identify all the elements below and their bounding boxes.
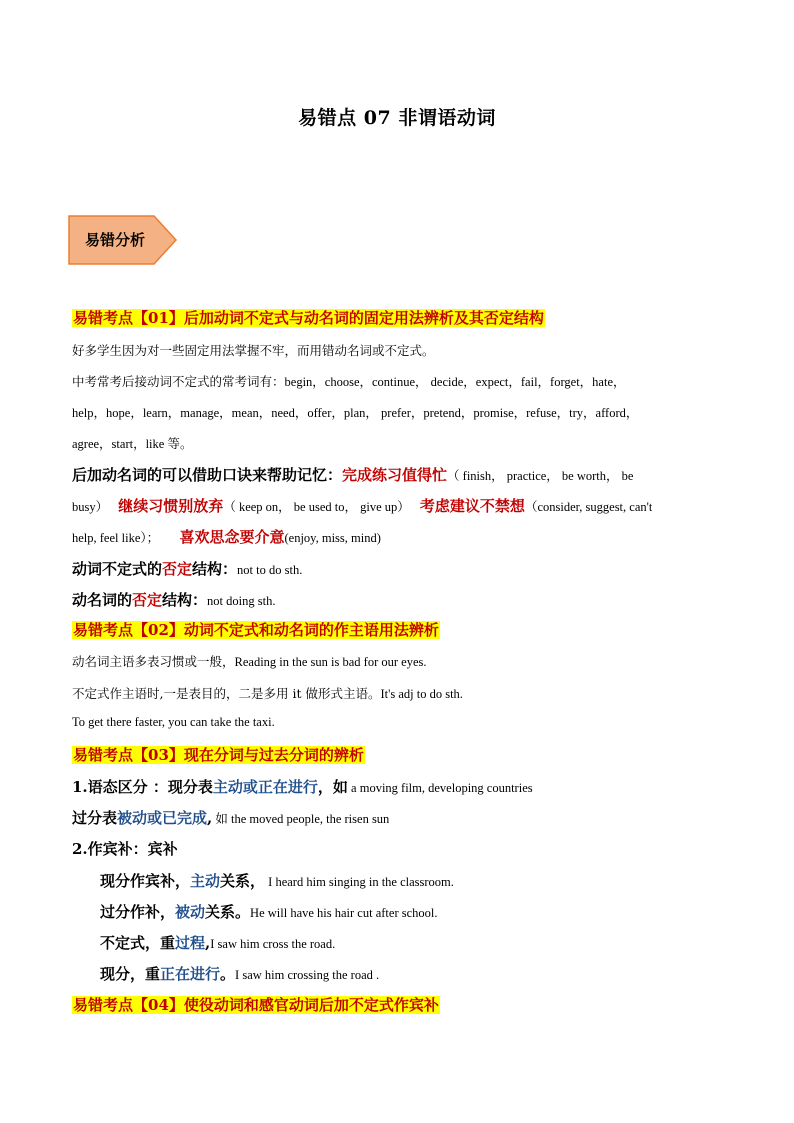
s2-a: 过分表: [72, 809, 118, 827]
point3-rule3: [100, 932, 335, 953]
r3-c: ,: [205, 934, 211, 952]
point1-mnemonic-row1: [72, 464, 633, 485]
mnemonic-1-busy: busy）: [72, 500, 109, 514]
section-label: 易错分析: [84, 231, 145, 249]
neg1-a: 动词不定式的: [72, 560, 163, 578]
r3-a: 不定式，重: [100, 934, 176, 952]
neg2-c: 结构：: [162, 591, 208, 609]
r1-b: 主动: [190, 872, 221, 890]
neg1-c: 结构：: [192, 560, 238, 578]
s1-a: 1.语态区分 ：现分表: [72, 778, 213, 796]
point1-heading-row: [72, 307, 545, 328]
neg2-a: 动名词的: [72, 591, 133, 609]
point1-heading: 易错考点【01】后加动词不定式与动名词的固定用法辨析及其否定结构: [73, 309, 544, 327]
mnemonic-1: 完成练习值得忙: [342, 466, 448, 484]
point2-line1: [72, 652, 427, 670]
neg1-example: not to do sth.: [237, 563, 303, 577]
point1-line3-en: agree，start，like: [72, 437, 168, 451]
point1-intro: 好多学生因为对一些固定用法掌握不牢，而用错动名词或不定式。: [72, 343, 435, 358]
point3-voice-row1: [72, 776, 533, 797]
s2-c: ,: [207, 809, 213, 827]
point1-mnemonic-row2: [72, 495, 652, 516]
point3-rule4: [100, 963, 379, 984]
r3-b: 过程: [175, 934, 206, 952]
r1-a: 现分作宾补，: [100, 872, 191, 890]
mnemonic-3-help: help, feel like）；: [72, 531, 160, 545]
point1-line3-cn: 等。: [167, 436, 193, 451]
point1-line1: [72, 372, 626, 390]
s1-b: 主动或正在进行: [212, 778, 318, 796]
r2-c: 关系。: [205, 903, 251, 921]
r1-en: I heard him singing in the classroom.: [265, 875, 454, 889]
point3-complement-title: 2.作宾补：宾补: [72, 840, 178, 858]
mnemonic-4-words: (enjoy, miss, mind): [284, 531, 381, 545]
page-title: 易错点 07 非谓语动词: [298, 107, 496, 129]
mnemonic-3-words: （consider, suggest, can't: [524, 500, 653, 514]
point4-heading-row: [72, 994, 440, 1015]
point1-line1-en: begin，choose，continue， decide，expect，fail，forget，hate，: [284, 375, 626, 389]
point2-heading-row: [72, 619, 440, 640]
point3-heading: 易错考点【03】现在分词与过去分词的辨析: [73, 746, 364, 764]
mnemonic-3: 考虑建议不禁想: [419, 497, 525, 515]
s1-en: a moving film, developing countries: [347, 781, 533, 795]
mnemonic-lead: 后加动名词的可以借助口诀来帮助记忆：: [72, 466, 343, 484]
mnemonic-2-words: （ keep on， be used to， give up）: [223, 500, 410, 514]
point2-line1-cn: 动名词主语多表习惯或一般，: [72, 654, 235, 669]
point2-line1-en: Reading in the sun is bad for our eyes.: [234, 655, 427, 669]
mnemonic-4: 喜欢思念要介意: [179, 528, 285, 546]
mnemonic-2: 继续习惯别放弃: [118, 497, 224, 515]
point2-line2: [72, 684, 463, 702]
neg1-b: 否定: [162, 560, 193, 578]
section-label-arrow: [68, 215, 178, 265]
r4-a: 现分，重: [100, 965, 161, 983]
r1-c: 关系，: [220, 872, 266, 890]
point1-negation-gerund: [72, 589, 275, 610]
r2-en: He will have his hair cut after school.: [250, 906, 438, 920]
r4-en: I saw him crossing the road .: [235, 968, 380, 982]
point3-rule1: [100, 870, 454, 891]
r4-c: 。: [220, 965, 236, 983]
r3-en: I saw him cross the road.: [210, 937, 336, 951]
point2-heading: 易错考点【02】动词不定式和动名词的作主语用法辨析: [73, 621, 439, 639]
point3-rule2: [100, 901, 438, 922]
s2-b: 被动或已完成: [117, 809, 208, 827]
point3-voice-row2: [72, 807, 389, 828]
point2-line3: To get there faster, you can take the taxi.: [72, 715, 275, 729]
point1-line2: help，hope，learn，manage，mean，need，offer，plan， prefer，pretend，promise，refuse，try，afford，: [72, 406, 639, 420]
point3-heading-row: [72, 744, 365, 765]
point1-negation-infinitive: [72, 558, 302, 579]
r2-a: 过分作补，: [100, 903, 176, 921]
point4-heading: 易错考点【04】使役动词和感官动词后加不定式作宾补: [73, 996, 439, 1014]
point1-line3: [72, 434, 192, 452]
s2-en: 如 the moved people, the risen sun: [212, 812, 390, 826]
point2-line2-cn: 不定式作主语时,一是表目的，二是多用 it 做形式主语。: [72, 686, 381, 701]
s1-c: ，如: [317, 778, 348, 796]
point1-line1-cn: 中考常考后接动词不定式的常考词有：: [72, 374, 285, 389]
r4-b: 正在进行: [160, 965, 221, 983]
point2-line2-en: It's adj to do sth.: [380, 687, 463, 701]
r2-b: 被动: [175, 903, 206, 921]
neg2-example: not doing sth.: [207, 594, 276, 608]
point1-mnemonic-row3: [72, 526, 381, 547]
neg2-b: 否定: [132, 591, 163, 609]
mnemonic-1-words: （ finish， practice， be worth， be: [447, 469, 634, 483]
